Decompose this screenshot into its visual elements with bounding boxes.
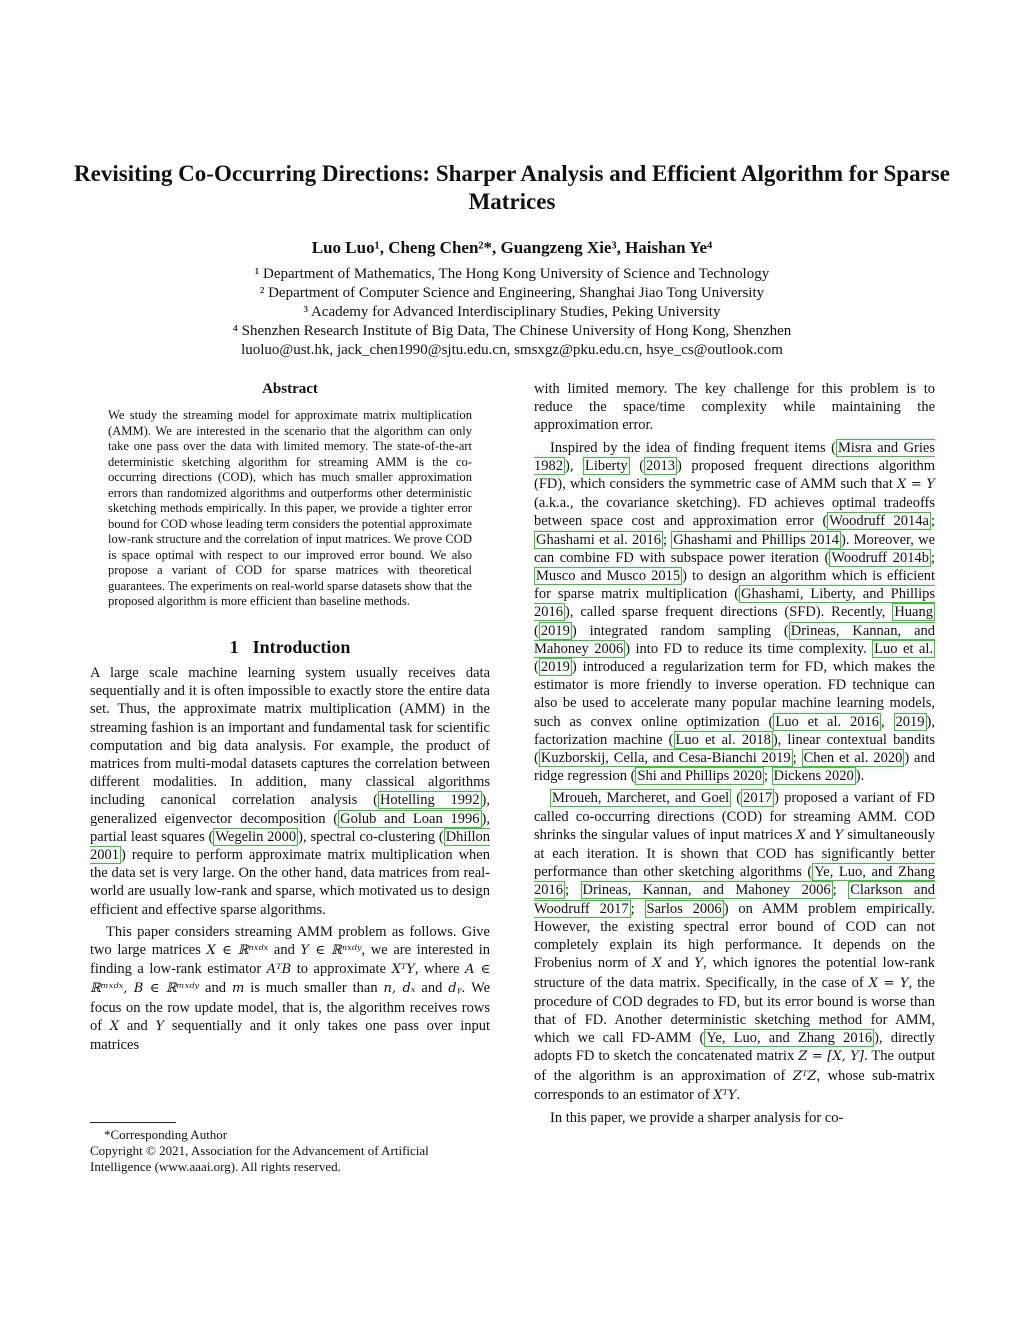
section-title: Introduction [252, 636, 351, 657]
citation-link[interactable]: Mroueh, Marcheret, and Goel [552, 790, 730, 807]
text-span: ) introduced a regularization term for FD, which makes the estimator is more friendly to inverse operation. FD technique can also be used to accelerate many popular machine learning models, such as convex online optimization ( [534, 659, 935, 730]
abstract-heading: Abstract [262, 381, 318, 397]
math-expression: XᵀY [391, 962, 415, 978]
text-span: (a.k.a., the covariance sketching). FD achieves optimal tradeoffs between space cost and approximation error ( [534, 495, 935, 530]
math-expression: Y [834, 827, 844, 843]
affiliation-1: ¹ Department of Mathematics, The Hong Kong University of Science and Technology [254, 266, 770, 282]
text-span: ), called sparse frequent directions (SFD). Recently, [565, 604, 893, 621]
section-heading-introduction [90, 638, 490, 656]
math-expression: ZᵀZ [792, 1068, 817, 1084]
citation-link[interactable]: Clarkson and Woodruff 2017 [534, 882, 935, 917]
affiliation-4: ⁴ Shenzhen Research Institute of Big Data, The Chinese University of Hong Kong, Shenzhen [232, 323, 792, 339]
section-number: 1 [229, 636, 239, 657]
text-span: , whose sub-matrix corresponds to an estimator of [534, 1067, 936, 1103]
citation-link[interactable]: Sarlos 2006 [646, 900, 722, 917]
math-expression: X = Y [897, 477, 935, 493]
text-span: ) on AMM problem empirically. However, the existing spectral error bound of COD can not completely explain its high performance. It depends on the Frobenius norm of [534, 900, 936, 972]
text-span: simultaneously at each iteration. It is shown that COD has significantly better performance than other sketching algorithms ( [534, 826, 936, 881]
citation-link[interactable]: Luo et al. 2016 [775, 713, 879, 730]
citation-link[interactable]: 2019 [540, 622, 570, 639]
text-span: ), spectral co-clustering ( [298, 828, 444, 845]
math-expression: X = Y [868, 975, 909, 991]
text-span: . [736, 1086, 741, 1103]
text-span: ; [930, 549, 935, 566]
text-span: ) require to perform approximate matrix multiplication when the data set is very large. On the other hand, data matrices from real-world are usually low-rank and sparse, which motivated us to design efficient and effective sparse algorithms. [90, 846, 490, 918]
text-span: ( [629, 457, 645, 474]
math-expression: Y [155, 1018, 165, 1034]
text-span: , we are interested in finding a low-rank estimator [90, 941, 491, 978]
intro-paragraph-3 [534, 439, 935, 786]
text-span: ) and ridge regression ( [534, 750, 935, 785]
text-span: and [661, 955, 695, 972]
intro-paragraph-2 [90, 923, 490, 1054]
text-span: Inspired by the idea of finding frequent items ( [550, 439, 836, 456]
text-span: ), partial least squares ( [90, 810, 491, 845]
citation-link[interactable]: Liberty [584, 457, 628, 474]
math-expression: n, dₓ [383, 981, 416, 997]
citation-link[interactable]: Ye, Luo, and Zhang 2016 [534, 864, 936, 899]
text-span: ( [731, 790, 742, 807]
text-span: and [805, 826, 835, 843]
text-span: ; [630, 900, 645, 917]
text-span: A large scale machine learning system usually receives data sequentially and it is often impossible to exactly store the entire data set. Thus, the approximate matrix multiplication (AMM) in the streaming fashion is an important and fundamental task for scientific computation and big data analysis. For example, the product of matrices from multi-modal datasets captures the correlation between different modalities. In addition, many classical algorithms including canonical correlation analysis ( [90, 664, 490, 809]
text-span: ) to design an algorithm which is efficient for sparse matrix multiplication ( [534, 568, 935, 603]
citation-link[interactable]: 2013 [646, 457, 676, 474]
citation-link[interactable]: Ghashami et al. 2016 [536, 531, 662, 548]
copyright-notice: Copyright © 2021, Association for the Advancement of Artificial Intelligence (www.aaai.org). All rights reserved. [90, 1143, 429, 1174]
footnote-area [90, 1122, 490, 1175]
author-emails: luoluo@ust.hk, jack_chen1990@sjtu.edu.cn, smsxgz@pku.edu.cn, hsye_cs@outlook.com [241, 342, 783, 358]
text-span: ( [534, 659, 539, 676]
citation-link[interactable]: Misra and Gries 1982 [534, 439, 935, 474]
citation-link[interactable]: Luo et al. [874, 640, 933, 657]
text-span: ) into FD to reduce its time complexity. [625, 640, 873, 657]
citation-link[interactable]: Shi and Phillips 2020 [637, 768, 762, 785]
text-span: is much smaller than [250, 980, 378, 997]
text-span: and [126, 1017, 148, 1034]
citation-link[interactable]: Woodruff 2014b [831, 549, 929, 566]
text-span: , [881, 713, 894, 730]
intro-paragraph-continued: with limited memory. The key challenge for this problem is to reduce the space/time complexity while maintaining the approximation error. [534, 381, 935, 434]
citation-link[interactable]: Drineas, Kannan, and Mahoney 2006 [582, 882, 831, 899]
text-span: ; [663, 531, 672, 548]
footnote-rule [90, 1122, 176, 1123]
affiliation-3: ³ Academy for Advanced Interdisciplinary Studies, Peking University [303, 304, 721, 320]
math-expression: X [796, 827, 806, 843]
citation-link[interactable]: Woodruff 2014a [829, 513, 929, 530]
text-span: , the procedure of COD degrades to FD, but its error bound is worse than that of FD. Another deterministic sketching method for AMM, which we call FD-AMM ( [534, 974, 935, 1047]
citation-link[interactable]: Chen et al. 2020 [803, 750, 903, 767]
math-expression: Y ∈ ℝⁿˣᵈʸ [300, 942, 362, 958]
text-span: . The output of the algorithm is an approximation of [534, 1048, 936, 1084]
text-span: ) proposed frequent directions algorithm (FD), which considers the symmetric case of AMM such that [534, 457, 935, 493]
corresponding-author-note: *Corresponding Author [104, 1127, 228, 1142]
text-span: This paper considers streaming AMM problem as follows. Give two large matrices [90, 923, 490, 958]
text-span: ), linear contextual bandits ( [534, 731, 935, 767]
text-span: ), [565, 457, 583, 474]
math-expression: X ∈ ℝⁿˣᵈˣ [206, 942, 269, 958]
text-span: and [421, 980, 443, 997]
citation-link[interactable]: Luo et al. 2018 [675, 731, 771, 748]
text-span: ), generalized eigenvector decomposition ( [90, 792, 490, 827]
text-span: ; [930, 513, 935, 530]
text-span: ; [565, 882, 581, 899]
intro-paragraph-5: In this paper, we provide a sharper analysis for co- [550, 1109, 844, 1126]
citation-link[interactable]: Hotelling 1992 [379, 792, 480, 809]
citation-link[interactable]: Musco and Musco 2015 [536, 568, 681, 585]
math-expression: XᵀY [713, 1087, 737, 1103]
citation-link[interactable]: Dhillon 2001 [90, 828, 491, 863]
math-expression: Z = [X, Y] [798, 1049, 864, 1065]
text-span: and [205, 980, 226, 997]
citation-link[interactable]: Kuzborskij, Cella, and Cesa-Bianchi 2019 [540, 750, 791, 767]
text-span: ). Moreover, we can combine FD with subspace power iteration ( [534, 531, 935, 566]
citation-link[interactable]: 2019 [540, 659, 570, 676]
text-span: ; [763, 768, 772, 785]
citation-link[interactable]: 2019 [895, 713, 925, 730]
text-span: ( [534, 622, 539, 639]
citation-link[interactable]: Wegelin 2000 [215, 828, 297, 845]
math-expression: X [652, 956, 662, 972]
text-span: ), directly adopts FD to sketch the concatenated matrix [534, 1030, 935, 1065]
math-expression: dᵧ [448, 981, 462, 997]
author-list: Luo Luo¹, Cheng Chen²*, Guangzeng Xie³, Haishan Ye⁴ [311, 238, 713, 257]
text-span: ). [855, 768, 865, 785]
citation-link[interactable]: Dickens 2020 [773, 768, 854, 785]
text-span: ), factorization machine ( [534, 713, 935, 748]
abstract-text: We study the streaming model for approximate matrix multiplication (AMM). We are interested in the scenario that the algorithm can only take one pass over the data with limited memory. The state-of-the-art deterministic sketching algorithm for streaming AMM is the co-occurring directions (COD), which has much smaller approximation errors than randomized algorithms and outperforms other deterministic sketching methods empirically. In this paper, we provide a tighter error bound for COD whose leading term considers the potential approximate low-rank structure and the correlation of input matrices. We prove COD is space optimal with respect to our improved error bound. We also propose a variant of COD for sparse matrices with theoretical guarantees. The experiments on real-world sparse datasets show that the proposed algorithm is more efficient than baseline methods. [108, 408, 472, 609]
text-span: ) proposed a variant of FD called co-occurring directions (COD) for streaming AMM. COD shrinks the singular values of input matrices [534, 790, 935, 843]
math-expression: Y [694, 956, 703, 972]
citation-link[interactable]: Huang [894, 604, 933, 621]
text-span: ; [832, 882, 849, 899]
intro-paragraph-4 [534, 789, 935, 1104]
text-span: , which ignores the potential low-rank structure of the data matrix. Specifically, in the case of [534, 955, 936, 991]
text-span: ; [792, 750, 802, 767]
citation-link[interactable]: Drineas, Kannan, and Mahoney 2006 [534, 622, 936, 657]
math-expression: A ∈ ℝᵐˣᵈˣ, B ∈ ℝᵐˣᵈʸ [90, 962, 491, 997]
affiliations [60, 265, 964, 360]
text-span: to approximate [296, 961, 387, 978]
text-span: . We focus on the row update model, that is, the algorithm receives rows of [90, 980, 491, 1034]
affiliation-2: ² Department of Computer Science and Engineering, Shanghai Jiao Tong University [259, 285, 765, 301]
right-column [534, 380, 935, 1131]
citation-link[interactable]: Golub and Loan 1996 [340, 810, 480, 827]
math-expression: m [231, 981, 245, 997]
text-span: sequentially and it only takes one pass over input matrices [90, 1017, 490, 1053]
text-span: , where [414, 961, 460, 978]
text-span: ) integrated random sampling ( [571, 622, 789, 639]
math-expression: X [109, 1018, 120, 1034]
citation-link[interactable]: 2017 [743, 790, 773, 807]
paper-title: Revisiting Co-Occurring Directions: Sharper Analysis and Efficient Algorithm for Sparse Matrices [74, 161, 950, 214]
left-column [90, 380, 490, 1058]
citation-link[interactable]: Ye, Luo, and Zhang 2016 [706, 1030, 873, 1047]
intro-paragraph-1 [90, 664, 490, 919]
text-span: and [273, 941, 295, 958]
citation-link[interactable]: Ghashami and Phillips 2014 [673, 531, 839, 548]
math-expression: AᵀB [266, 962, 292, 978]
citation-link[interactable]: Ghashami, Liberty, and Phillips 2016 [534, 586, 935, 621]
